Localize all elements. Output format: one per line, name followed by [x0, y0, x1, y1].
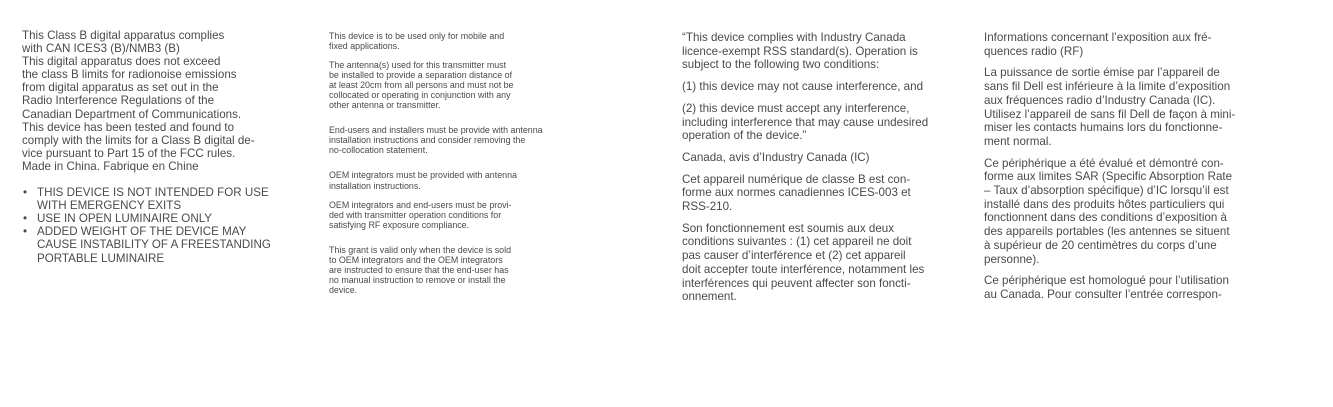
oem-antenna-text: OEM integrators must be provided with antenna installation instructions.	[329, 170, 517, 191]
compliance-column-rf-exposure-fr	[984, 31, 1276, 310]
sar-text-fr: Ce périphérique a été évalué et démontré con- forme aux limites SAR (Specific Absorption Rate – Taux d’absorption spécifique) d’IC lorsqu’il est installé dans des produits hôtes particuliers qui fonctionnent dans des conditions d’exposition à des appareils portables (les antennes se situent à supérieur de 20 centimètres du corps d’une personne).	[984, 156, 1233, 266]
grant-validity-text: This grant is valid only when the device is sold to OEM integrators and the OEM integrators are instructed to ensure that the end-user has no manual instruction to remove or install the device.	[329, 244, 512, 295]
compliance-column-industry-canada	[682, 31, 974, 312]
ic-conditions-fr-text: Son fonctionnement est soumis aux deux conditions suivantes : (1) cet appareil ne doit pas causer d’interférence et (2) cet appareil doit accepter toute interférence, notamment les interférences qui peuvent affecter son foncti- onnement.	[682, 221, 925, 304]
compliance-column-ices-fcc	[22, 29, 312, 265]
installer-instructions-text: End-users and installers must be provide with antenna installation instructions and consider removing the no-collocation statement.	[329, 125, 543, 156]
ic-condition-1: (1) this device may not cause interference, and	[682, 80, 924, 94]
mobile-fixed-use-text: This device is to be used only for mobile and fixed applications.	[329, 31, 505, 52]
oem-rf-conditions-text: OEM integrators and end-users must be provi- ded with transmitter operation conditions for satisfying RF exposure compliance.	[329, 199, 512, 230]
warning-item: • ADDED WEIGHT OF THE DEVICE MAY CAUSE INSTABILITY OF A FREESTANDING PORTABLE LUMINAIRE	[23, 225, 271, 265]
bullet-icon: •	[23, 186, 28, 200]
bullet-icon: •	[23, 225, 28, 239]
ic-classe-b-text: Cet appareil numérique de classe B est con- forme aux normes canadiennes ICES-003 et RSS-210.	[682, 172, 911, 214]
warning-item: • USE IN OPEN LUMINAIRE ONLY	[23, 212, 213, 226]
rf-power-text-fr: La puissance de sortie émise par l’appareil de sans fil Dell est inférieure à la limite d’exposition aux fréquences radio d’Industry Canada (IC). Utilisez l’appareil de sans fil Dell de façon à mini- miser les contacts humains lors du fonctionne- ment normal.	[984, 66, 1236, 148]
ic-condition-2: (2) this device must accept any interference, including interference that may cause undesired operation of the device.”	[682, 101, 929, 143]
warning-list	[22, 186, 312, 265]
ic-notice-heading: Canada, avis d’Industry Canada (IC)	[682, 150, 870, 164]
ices-fcc-statement: This Class B digital apparatus complies with CAN ICES3 (B)/NMB3 (B) This digital apparatus does not exceed the class B limits for radionoise emissions from digital apparatus as set out in the Radio Interference Regulations of the Canadian Department of Communications. This device has been tested and found to comply with the limits for a Class B digital de- vice pursuant to Part 15 of the FCC rules. Made in China. Fabrique en Chine	[22, 29, 255, 173]
warning-item: • THIS DEVICE IS NOT INTENDED FOR USE WITH EMERGENCY EXITS	[23, 186, 269, 213]
bullet-icon: •	[23, 212, 28, 226]
homologation-text-fr: Ce périphérique est homologué pour l’utilisation au Canada. Pour consulter l’entrée correspon-	[984, 274, 1229, 301]
ic-rss-statement: “This device complies with Industry Canada licence-exempt RSS standard(s). Operation is subject to the following two conditions:	[682, 31, 918, 72]
compliance-column-rf-exposure	[329, 31, 594, 304]
antenna-separation-text: The antenna(s) used for this transmitter must be installed to provide a separation distance of at least 20cm from all persons and must not be collocated or operating in conjunction with any other antenna or transmitter.	[329, 60, 514, 111]
rf-exposure-heading-fr: Informations concernant l’exposition aux fré- quences radio (RF)	[984, 31, 1212, 58]
